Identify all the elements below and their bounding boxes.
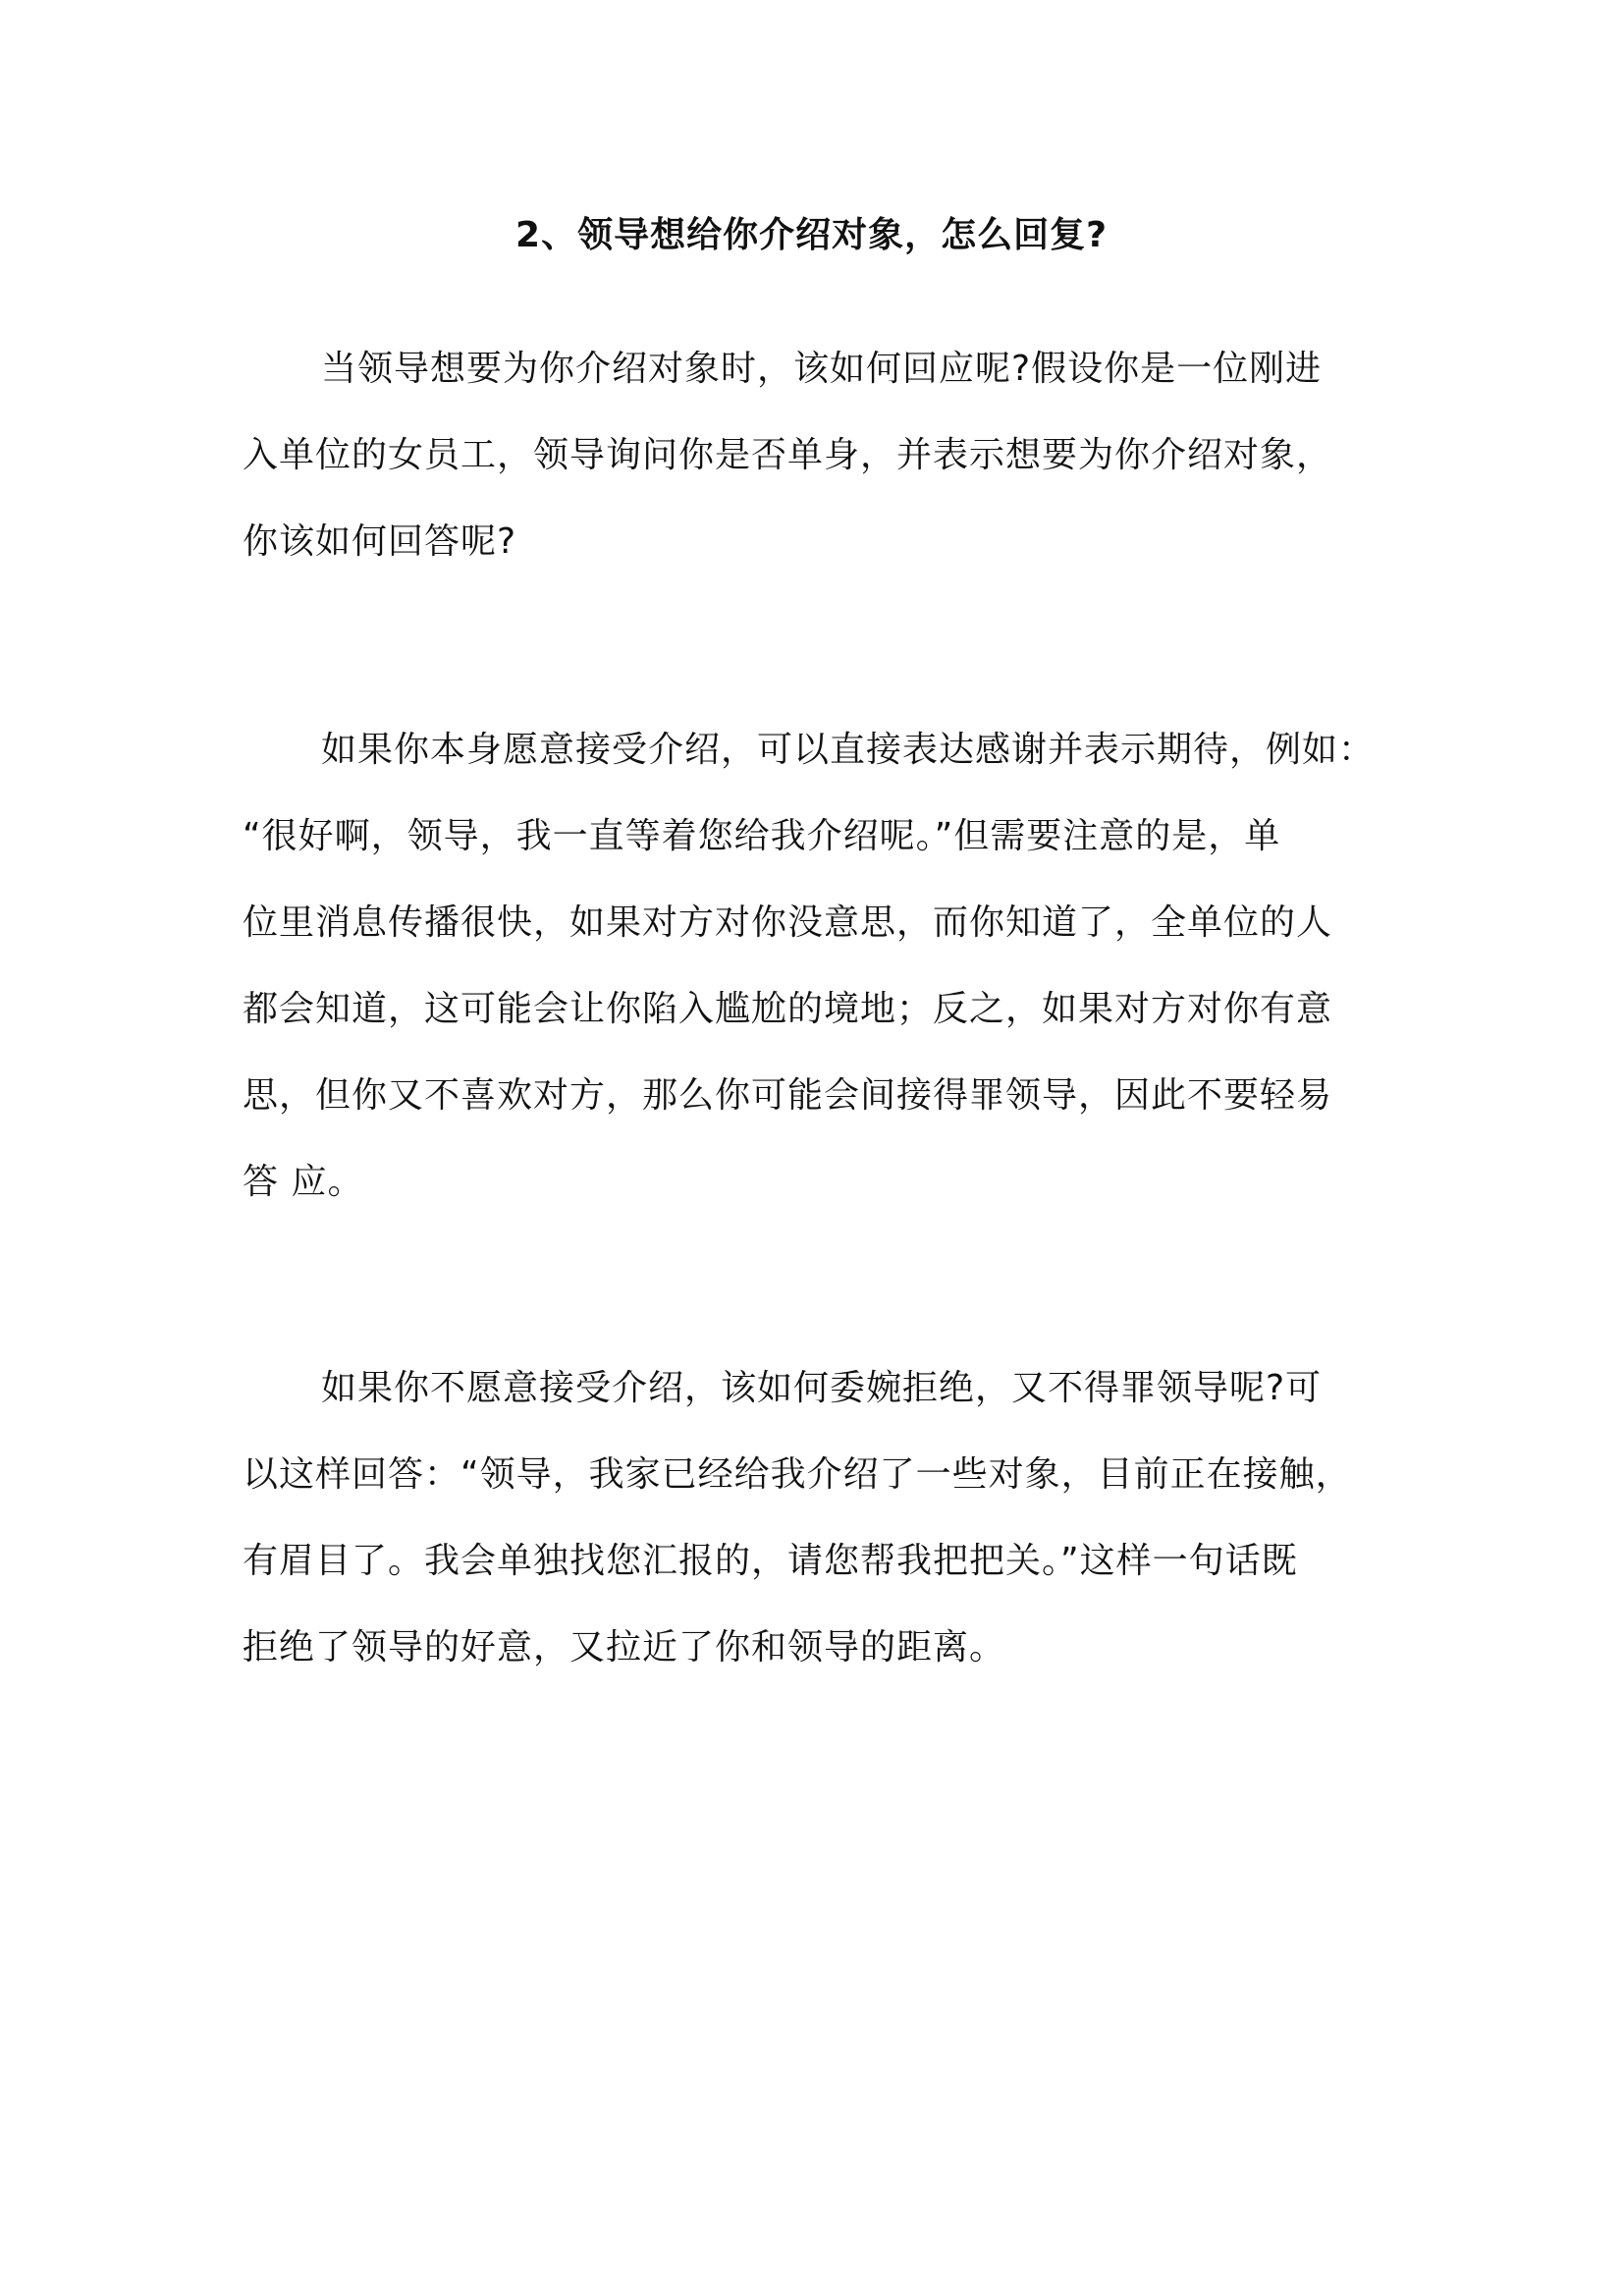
text-line: 答 应。 xyxy=(243,1162,364,1202)
text-line: 如果你不愿意接受介绍，该如何委婉拒绝，又不得罪领导呢?可 xyxy=(321,1368,1323,1408)
text-line: 当领导想要为你介绍对象时，该如何回应呢?假设你是一位刚进 xyxy=(321,349,1323,389)
paragraph-decline xyxy=(243,1345,1401,1691)
text-line: 都会知道，这可能会让你陷入尴尬的境地；反之，如果对方对你有意 xyxy=(243,989,1333,1029)
text-line: 你该如何回答呢? xyxy=(243,521,517,562)
text-line: 入单位的女员工，领导询问你是否单身，并表示想要为你介绍对象， xyxy=(243,435,1333,475)
text-line: 拒绝了领导的好意，又拉近了你和领导的距离。 xyxy=(243,1627,1006,1667)
section-title: 2、领导想给你介绍对象，怎么回复? xyxy=(515,215,1108,255)
text-line: 以这样回答：“领导，我家已经给我介绍了一些对象，目前正在接触， xyxy=(243,1454,1352,1495)
text-line: “很好啊，领导，我一直等着您给我介绍呢。”但需要注意的是，单 xyxy=(243,816,1281,856)
text-line: 位里消息传播很快，如果对方对你没意思，而你知道了，全单位的人 xyxy=(243,902,1333,943)
paragraph-intro xyxy=(243,326,1401,585)
text-line: 有眉目了。我会单独找您汇报的，请您帮我把把关。”这样一句话既 xyxy=(243,1541,1298,1581)
text-line: 思，但你又不喜欢对方，那么你可能会间接得罪领导，因此不要轻易 xyxy=(243,1075,1333,1116)
text-line: 如果你本身愿意接受介绍，可以直接表达感谢并表示期待，例如： xyxy=(321,730,1376,770)
paragraph-accept xyxy=(243,707,1401,1226)
